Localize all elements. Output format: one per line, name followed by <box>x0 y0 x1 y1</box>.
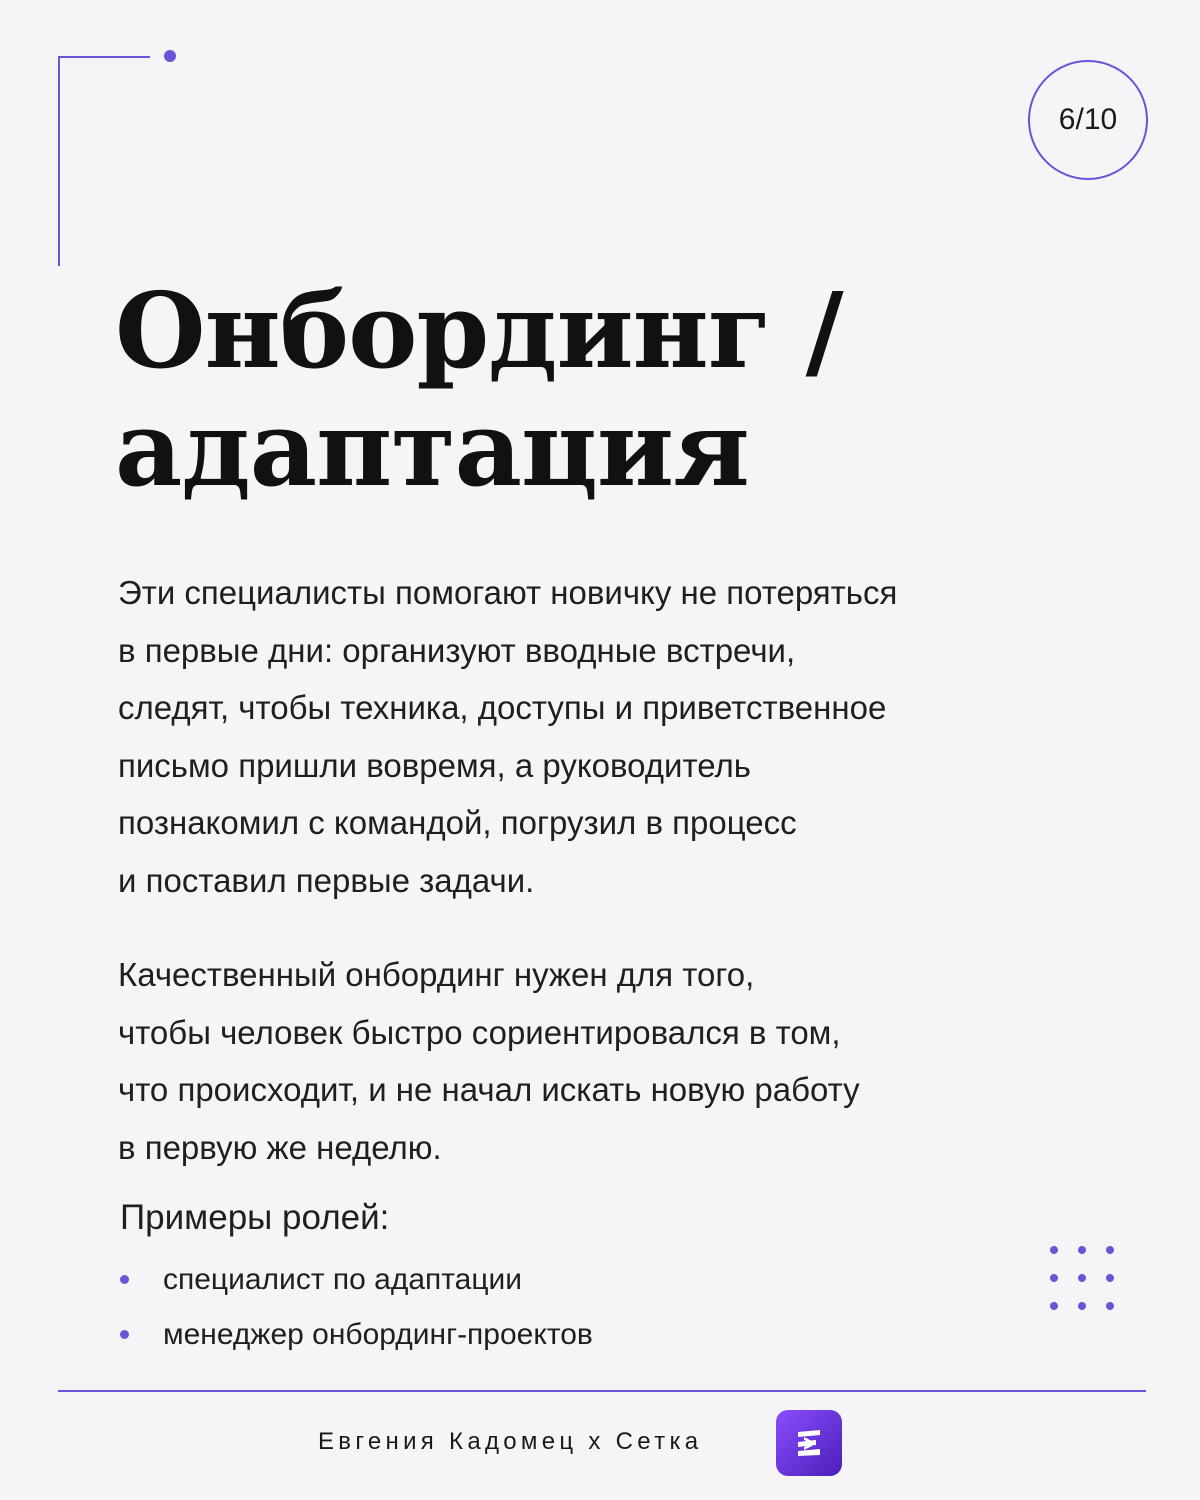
text-line: в первую же неделю. <box>118 1128 442 1166</box>
list-item <box>118 1307 593 1362</box>
page-title <box>115 269 1115 510</box>
text-line: что происходит, и не начал искать новую работу <box>118 1071 860 1108</box>
description-paragraph-2 <box>118 946 1058 1176</box>
title-line: адаптация <box>115 387 749 510</box>
text-line: Качественный онбординг нужен для того, <box>118 956 755 993</box>
list-item <box>118 1252 593 1307</box>
dot <box>1106 1246 1114 1254</box>
text-line: Эти специалисты помогают новичку не потеряться <box>118 574 898 611</box>
dot-grid-decoration <box>1040 1236 1124 1320</box>
role-label: менеджер онбординг-проектов <box>163 1317 593 1351</box>
title-line: Онбординг / <box>115 269 843 392</box>
dot <box>1078 1246 1086 1254</box>
text-line: в первые дни: организуют вводные встречи, <box>118 631 796 669</box>
text-line: письмо пришли вовремя, а руководитель <box>118 746 751 784</box>
setka-logo-icon <box>776 1410 842 1476</box>
footer-divider <box>58 1390 1146 1392</box>
corner-frame-horizontal <box>58 56 150 58</box>
corner-dot <box>164 50 176 62</box>
corner-frame-vertical <box>58 56 60 266</box>
dot <box>1078 1274 1086 1282</box>
dot <box>1050 1274 1058 1282</box>
roles-heading: Примеры ролей: <box>120 1198 390 1237</box>
role-label: специалист по адаптации <box>163 1262 523 1296</box>
description-paragraph-1 <box>118 564 1058 909</box>
text-line: и поставил первые задачи. <box>118 861 535 899</box>
setka-logo-glyph <box>789 1423 829 1463</box>
dot <box>1050 1302 1058 1310</box>
page-counter: 6/10 <box>1028 60 1148 180</box>
bullet-icon <box>120 1330 129 1339</box>
text-line: следят, чтобы техника, доступы и приветственное <box>118 689 887 726</box>
dot <box>1106 1302 1114 1310</box>
text-line: чтобы человек быстро сориентировался в том, <box>118 1013 841 1051</box>
footer-credits: Евгения Кадомец x Сетка <box>318 1428 703 1455</box>
bullet-icon <box>120 1275 129 1284</box>
roles-list <box>118 1252 593 1362</box>
dot <box>1078 1302 1086 1310</box>
dot <box>1050 1246 1058 1254</box>
text-line: познакомил с командой, погрузил в процесс <box>118 804 797 841</box>
dot <box>1106 1274 1114 1282</box>
